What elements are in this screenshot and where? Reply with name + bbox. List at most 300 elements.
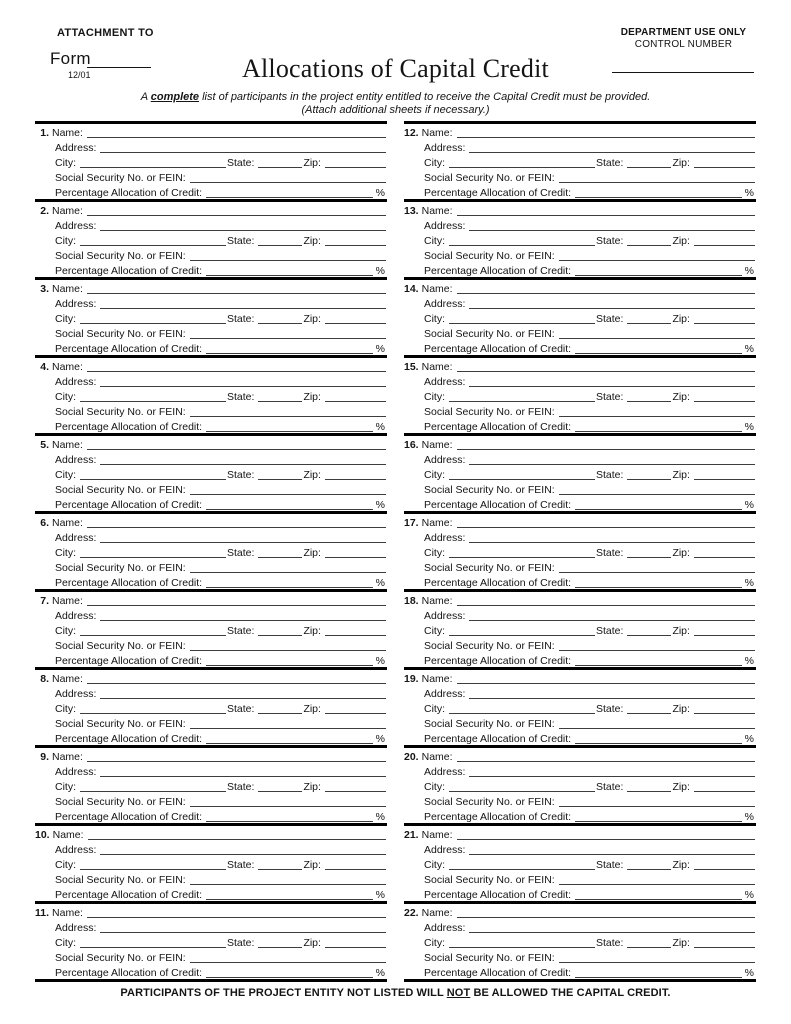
percentage-field-line (206, 899, 373, 900)
percent-sign: % (375, 343, 385, 355)
address-label: Address: (55, 220, 97, 232)
name-label: Name: (52, 907, 83, 919)
address-label: Address: (55, 844, 97, 856)
block-number: 21. (404, 829, 419, 841)
city-field-line (449, 479, 595, 480)
block-number: 15. (404, 361, 419, 373)
city-label: City: (424, 235, 445, 247)
address-row (35, 139, 387, 154)
ssn-fein-row (35, 559, 387, 574)
address-label: Address: (424, 610, 466, 622)
name-field-line (87, 605, 386, 606)
address-row (35, 841, 387, 856)
state-field-line (258, 167, 302, 168)
percentage-label: Percentage Allocation of Credit: (424, 967, 572, 979)
name-label: Name: (52, 127, 83, 139)
percent-sign: % (744, 655, 754, 667)
address-label: Address: (424, 532, 466, 544)
block-number: 12. (404, 127, 419, 139)
allocation-block (404, 901, 756, 979)
ssn-fein-row (404, 403, 756, 418)
percent-sign: % (375, 421, 385, 433)
name-label: Name: (52, 673, 83, 685)
zip-label: Zip: (303, 235, 321, 247)
percentage-label: Percentage Allocation of Credit: (424, 421, 572, 433)
zip-label: Zip: (303, 547, 321, 559)
address-field-line (100, 698, 386, 699)
name-row (404, 748, 756, 763)
zip-field-line (325, 869, 386, 870)
zip-label: Zip: (303, 469, 321, 481)
percentage-field-line (575, 977, 742, 978)
block-number: 20. (404, 751, 419, 763)
ssn-fein-row (35, 169, 387, 184)
name-field-line (457, 527, 755, 528)
allocation-block (404, 589, 756, 667)
name-field-line (457, 683, 755, 684)
percent-sign: % (375, 733, 385, 745)
subtitle (0, 91, 791, 117)
percentage-field-line (206, 977, 373, 978)
name-row (35, 514, 387, 529)
percentage-field-line (575, 743, 742, 744)
percentage-row (404, 262, 756, 277)
address-field-line (469, 776, 755, 777)
state-label: State: (596, 157, 624, 169)
zip-label: Zip: (303, 937, 321, 949)
address-row (404, 295, 756, 310)
percentage-row (404, 418, 756, 433)
city-state-zip-row (404, 934, 756, 949)
state-field-line (627, 323, 671, 324)
zip-field-line (694, 557, 755, 558)
zip-label: Zip: (672, 313, 690, 325)
name-field-line (457, 371, 755, 372)
allocation-block (404, 511, 756, 589)
allocation-column-right (404, 121, 756, 982)
state-label: State: (596, 781, 624, 793)
ssn-fein-label: Social Security No. or FEIN: (55, 562, 186, 574)
address-label: Address: (55, 532, 97, 544)
percentage-field-line (206, 821, 373, 822)
ssn-fein-field-line (190, 650, 386, 651)
city-field-line (449, 947, 595, 948)
city-state-zip-row (35, 934, 387, 949)
percent-sign: % (744, 889, 754, 901)
name-row (404, 826, 756, 841)
allocation-block (35, 589, 387, 667)
percent-sign: % (744, 577, 754, 589)
city-field-line (449, 401, 595, 402)
name-row (404, 280, 756, 295)
ssn-fein-row (404, 637, 756, 652)
state-label: State: (227, 937, 255, 949)
city-label: City: (424, 859, 445, 871)
ssn-fein-field-line (190, 728, 386, 729)
percentage-row (35, 886, 387, 901)
block-number: 16. (404, 439, 419, 451)
allocation-block (404, 355, 756, 433)
block-number: 2. (40, 205, 49, 217)
address-field-line (100, 464, 386, 465)
state-field-line (258, 635, 302, 636)
address-row (35, 529, 387, 544)
percentage-label: Percentage Allocation of Credit: (424, 889, 572, 901)
city-field-line (449, 713, 595, 714)
form-revision: 12/01 (68, 70, 91, 80)
block-number: 19. (404, 673, 419, 685)
name-label: Name: (52, 517, 83, 529)
address-row (404, 529, 756, 544)
city-state-zip-row (404, 856, 756, 871)
allocation-block (404, 667, 756, 745)
allocation-block (35, 823, 387, 901)
percentage-row (404, 574, 756, 589)
block-number: 22. (404, 907, 419, 919)
state-label: State: (596, 313, 624, 325)
city-label: City: (424, 157, 445, 169)
block-number: 14. (404, 283, 419, 295)
percent-sign: % (375, 499, 385, 511)
address-row (404, 685, 756, 700)
percentage-label: Percentage Allocation of Credit: (55, 811, 203, 823)
ssn-fein-field-line (190, 338, 386, 339)
ssn-fein-label: Social Security No. or FEIN: (424, 484, 555, 496)
ssn-fein-label: Social Security No. or FEIN: (424, 406, 555, 418)
city-field-line (80, 479, 226, 480)
name-row (404, 124, 756, 139)
address-label: Address: (55, 766, 97, 778)
ssn-fein-row (35, 949, 387, 964)
ssn-fein-field-line (190, 572, 386, 573)
percentage-row (35, 808, 387, 823)
percentage-label: Percentage Allocation of Credit: (424, 187, 572, 199)
name-row (35, 826, 387, 841)
percentage-field-line (575, 431, 742, 432)
ssn-fein-row (35, 247, 387, 262)
address-label: Address: (55, 688, 97, 700)
zip-label: Zip: (672, 235, 690, 247)
name-field-line (457, 449, 755, 450)
city-label: City: (424, 391, 445, 403)
zip-field-line (325, 167, 386, 168)
state-field-line (258, 713, 302, 714)
percentage-field-line (575, 197, 742, 198)
zip-label: Zip: (672, 859, 690, 871)
ssn-fein-field-line (559, 416, 755, 417)
name-field-line (457, 137, 755, 138)
ssn-fein-row (404, 559, 756, 574)
address-label: Address: (55, 922, 97, 934)
percentage-field-line (575, 353, 742, 354)
name-field-line (457, 917, 755, 918)
percentage-row (35, 418, 387, 433)
name-label: Name: (52, 439, 83, 451)
percentage-row (35, 262, 387, 277)
zip-label: Zip: (303, 625, 321, 637)
city-label: City: (55, 781, 76, 793)
name-label: Name: (52, 283, 83, 295)
name-row (35, 124, 387, 139)
name-field-line (87, 137, 386, 138)
allocation-block (35, 901, 387, 979)
city-field-line (80, 947, 226, 948)
name-label: Name: (52, 829, 84, 841)
name-label: Name: (421, 361, 453, 373)
name-row (404, 436, 756, 451)
state-field-line (627, 401, 671, 402)
zip-field-line (325, 947, 386, 948)
ssn-fein-row (35, 481, 387, 496)
city-state-zip-row (404, 154, 756, 169)
city-field-line (80, 245, 226, 246)
ssn-fein-row (404, 481, 756, 496)
name-label: Name: (52, 751, 83, 763)
city-label: City: (424, 625, 445, 637)
state-field-line (258, 245, 302, 246)
ssn-fein-row (404, 715, 756, 730)
allocation-block (404, 277, 756, 355)
block-number: 18. (404, 595, 419, 607)
city-state-zip-row (35, 388, 387, 403)
city-label: City: (424, 469, 445, 481)
address-row (404, 451, 756, 466)
percentage-row (35, 730, 387, 745)
city-state-zip-row (35, 856, 387, 871)
state-label: State: (227, 625, 255, 637)
address-field-line (100, 854, 386, 855)
state-label: State: (227, 703, 255, 715)
name-row (404, 202, 756, 217)
address-row (404, 841, 756, 856)
percent-sign: % (375, 967, 385, 979)
ssn-fein-field-line (559, 962, 755, 963)
city-field-line (449, 245, 595, 246)
block-number: 11. (35, 907, 50, 919)
city-field-line (449, 869, 595, 870)
name-label: Name: (421, 595, 453, 607)
percentage-row (35, 964, 387, 979)
percentage-row (35, 340, 387, 355)
block-number: 13. (404, 205, 419, 217)
zip-field-line (694, 323, 755, 324)
zip-label: Zip: (303, 391, 321, 403)
ssn-fein-label: Social Security No. or FEIN: (424, 640, 555, 652)
state-field-line (627, 947, 671, 948)
zip-label: Zip: (303, 703, 321, 715)
percentage-row (404, 730, 756, 745)
percentage-field-line (206, 587, 373, 588)
state-label: State: (596, 469, 624, 481)
city-state-zip-row (35, 544, 387, 559)
name-label: Name: (421, 127, 453, 139)
percent-sign: % (744, 967, 754, 979)
state-field-line (627, 167, 671, 168)
state-field-line (627, 245, 671, 246)
ssn-fein-row (404, 949, 756, 964)
allocation-block (35, 433, 387, 511)
name-row (35, 280, 387, 295)
ssn-fein-label: Social Security No. or FEIN: (424, 562, 555, 574)
city-label: City: (55, 235, 76, 247)
state-field-line (258, 947, 302, 948)
zip-field-line (694, 713, 755, 714)
state-label: State: (227, 781, 255, 793)
percent-sign: % (375, 889, 385, 901)
address-field-line (100, 776, 386, 777)
state-label: State: (596, 703, 624, 715)
percentage-label: Percentage Allocation of Credit: (424, 265, 572, 277)
city-state-zip-row (35, 700, 387, 715)
state-label: State: (227, 469, 255, 481)
ssn-fein-label: Social Security No. or FEIN: (424, 172, 555, 184)
zip-field-line (694, 791, 755, 792)
name-field-line (88, 839, 386, 840)
name-row (35, 436, 387, 451)
block-number: 8. (40, 673, 49, 685)
city-state-zip-row (404, 232, 756, 247)
address-field-line (100, 308, 386, 309)
name-label: Name: (52, 205, 83, 217)
zip-label: Zip: (672, 157, 690, 169)
zip-field-line (325, 323, 386, 324)
zip-label: Zip: (672, 937, 690, 949)
name-row (404, 514, 756, 529)
city-field-line (449, 323, 595, 324)
name-field-line (457, 605, 755, 606)
zip-field-line (325, 791, 386, 792)
percentage-row (404, 340, 756, 355)
address-field-line (469, 542, 755, 543)
percentage-row (404, 652, 756, 667)
address-label: Address: (424, 220, 466, 232)
address-row (404, 217, 756, 232)
city-label: City: (424, 313, 445, 325)
ssn-fein-field-line (190, 416, 386, 417)
block-number: 17. (404, 517, 419, 529)
percentage-field-line (206, 431, 373, 432)
percentage-row (404, 184, 756, 199)
zip-field-line (325, 635, 386, 636)
name-label: Name: (421, 439, 453, 451)
zip-field-line (694, 947, 755, 948)
percent-sign: % (375, 811, 385, 823)
address-label: Address: (55, 454, 97, 466)
state-field-line (627, 869, 671, 870)
block-number: 6. (40, 517, 49, 529)
name-row (35, 670, 387, 685)
zip-label: Zip: (672, 547, 690, 559)
percentage-label: Percentage Allocation of Credit: (55, 577, 203, 589)
block-number: 3. (40, 283, 49, 295)
allocation-block (35, 277, 387, 355)
address-field-line (469, 152, 755, 153)
city-state-zip-row (404, 700, 756, 715)
address-label: Address: (424, 766, 466, 778)
state-label: State: (596, 235, 624, 247)
percentage-label: Percentage Allocation of Credit: (424, 577, 572, 589)
city-label: City: (424, 937, 445, 949)
ssn-fein-label: Social Security No. or FEIN: (55, 718, 186, 730)
percentage-label: Percentage Allocation of Credit: (55, 187, 203, 199)
subtitle-emphasis: complete (150, 91, 200, 103)
ssn-fein-row (404, 793, 756, 808)
address-row (404, 763, 756, 778)
percent-sign: % (744, 265, 754, 277)
zip-label: Zip: (672, 781, 690, 793)
name-label: Name: (421, 517, 453, 529)
name-label: Name: (421, 907, 453, 919)
zip-field-line (325, 713, 386, 714)
allocation-block (35, 355, 387, 433)
percentage-label: Percentage Allocation of Credit: (55, 889, 203, 901)
city-label: City: (55, 157, 76, 169)
ssn-fein-label: Social Security No. or FEIN: (424, 250, 555, 262)
state-label: State: (227, 235, 255, 247)
address-label: Address: (424, 298, 466, 310)
form-label: Form (50, 49, 91, 68)
city-state-zip-row (404, 544, 756, 559)
ssn-fein-row (35, 793, 387, 808)
attachment-to-label: ATTACHMENT TO (57, 27, 154, 39)
address-label: Address: (424, 922, 466, 934)
zip-field-line (694, 635, 755, 636)
state-label: State: (596, 859, 624, 871)
ssn-fein-row (404, 325, 756, 340)
zip-field-line (325, 245, 386, 246)
state-label: State: (227, 859, 255, 871)
page-title: Allocations of Capital Credit (242, 54, 549, 83)
city-state-zip-row (404, 310, 756, 325)
allocation-table (35, 121, 756, 982)
percentage-field-line (575, 821, 742, 822)
allocation-block (404, 199, 756, 277)
name-field-line (457, 761, 755, 762)
ssn-fein-label: Social Security No. or FEIN: (424, 796, 555, 808)
percentage-label: Percentage Allocation of Credit: (55, 967, 203, 979)
department-use-box (612, 27, 755, 50)
allocation-block (35, 745, 387, 823)
state-field-line (258, 869, 302, 870)
address-field-line (100, 542, 386, 543)
name-field-line (87, 683, 386, 684)
state-field-line (258, 479, 302, 480)
name-label: Name: (421, 205, 453, 217)
name-field-line (87, 293, 386, 294)
address-row (35, 295, 387, 310)
city-label: City: (55, 547, 76, 559)
city-label: City: (55, 703, 76, 715)
subtitle-line-1: A complete list of participants in the project entity entitled to receive the Capital Credit must be provided. (140, 91, 651, 103)
ssn-fein-row (404, 247, 756, 262)
address-label: Address: (55, 376, 97, 388)
percent-sign: % (744, 343, 754, 355)
state-label: State: (596, 937, 624, 949)
ssn-fein-field-line (559, 884, 755, 885)
name-row (404, 904, 756, 919)
zip-field-line (694, 869, 755, 870)
percent-sign: % (375, 265, 385, 277)
address-label: Address: (424, 376, 466, 388)
subtitle-line-2: (Attach additional sheets if necessary.) (301, 104, 490, 116)
state-field-line (627, 479, 671, 480)
zip-label: Zip: (303, 859, 321, 871)
block-number: 4. (40, 361, 49, 373)
city-field-line (80, 557, 226, 558)
percent-sign: % (744, 187, 754, 199)
allocation-block (35, 199, 387, 277)
percentage-field-line (206, 743, 373, 744)
